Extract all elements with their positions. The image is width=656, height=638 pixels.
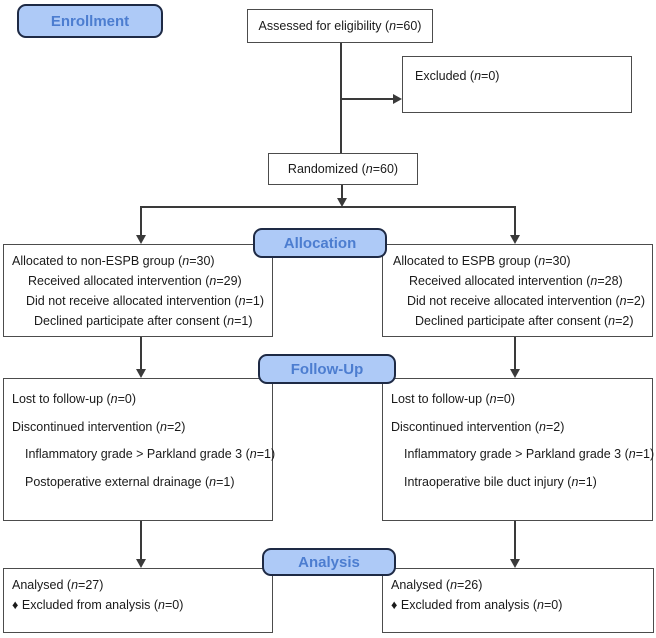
stage-label-followup-text: Follow-Up [290,360,364,378]
box-line: Did not receive allocated intervention (n=1) [26,294,264,308]
stage-label-enrollment-text: Enrollment [50,12,130,30]
allocation-left-lines [4,245,272,331]
stage-label-analysis [262,548,396,576]
analysis-right-box [382,568,654,633]
split-line [140,206,516,208]
connector-split-to-alloc-left [140,206,142,236]
stage-label-analysis-text: Analysis [298,553,360,571]
box-line: ♦ Excluded from analysis (n=0) [12,598,184,612]
stage-label-followup [258,354,396,384]
box-line: Analysed (n=26) [391,578,483,592]
connector-split-to-alloc-right [514,206,516,236]
analysis-right-lines [383,569,653,615]
box-line: Declined participate after consent (n=1) [34,314,253,328]
followup-left-box [3,378,276,521]
arrowhead-alloc-right [510,235,520,244]
stage-label-allocation [253,228,387,258]
box-line: ♦ Excluded from analysis (n=0) [391,598,563,612]
randomized-text: Randomized (n=60) [287,162,399,176]
analysis-left-box [3,568,273,633]
assessed-box [247,9,433,43]
connector-followup-to-analysis-left [140,521,142,560]
box-line: Received allocated intervention (n=28) [409,274,623,288]
allocation-left-box [3,244,273,337]
box-line: Discontinued intervention (n=2) [391,419,565,434]
followup-left-lines [4,379,276,496]
excluded-text: Excluded (n=0) [415,69,500,83]
stage-label-allocation-text: Allocation [283,234,357,252]
connector-followup-to-analysis-right [514,521,516,560]
connector-to-excluded [340,98,396,100]
box-line: Lost to follow-up (n=0) [12,392,137,406]
connector-alloc-to-followup-right [514,337,516,370]
arrowhead-alloc-left [136,235,146,244]
box-line: Allocated to non-ESPB group (n=30) [12,254,215,268]
stage-label-enrollment [17,4,163,38]
box-line: Received allocated intervention (n=29) [28,274,242,288]
box-line: Declined participate after consent (n=2) [415,314,634,328]
arrowhead-excluded [393,94,402,104]
connector-alloc-to-followup-left [140,337,142,370]
box-line: Analysed (n=27) [12,578,104,592]
box-line: Discontinued intervention (n=2) [12,419,186,434]
arrowhead-analysis-right [510,559,520,568]
arrowhead-analysis-left [136,559,146,568]
assessed-text: Assessed for eligibility (n=60) [258,19,422,33]
followup-right-lines [383,379,655,496]
box-line: Intraoperative bile duct injury (n=1) [404,474,597,489]
allocation-right-lines [383,245,652,331]
arrowhead-followup-left [136,369,146,378]
box-line: Inflammatory grade > Parkland grade 3 (n=1) [25,447,276,461]
allocation-right-box [382,244,653,337]
box-line: Allocated to ESPB group (n=30) [393,254,571,268]
arrowhead-split [337,198,347,207]
box-line: Inflammatory grade > Parkland grade 3 (n=1) [404,447,655,461]
randomized-box [268,153,418,185]
excluded-box [402,56,632,113]
followup-right-box [382,378,653,521]
connector-randomized-to-split [341,185,343,199]
analysis-left-lines [4,569,272,615]
box-line: Lost to follow-up (n=0) [391,392,516,406]
box-line: Did not receive allocated intervention (n=2) [407,294,645,308]
box-line: Postoperative external drainage (n=1) [25,474,235,489]
arrowhead-followup-right [510,369,520,378]
